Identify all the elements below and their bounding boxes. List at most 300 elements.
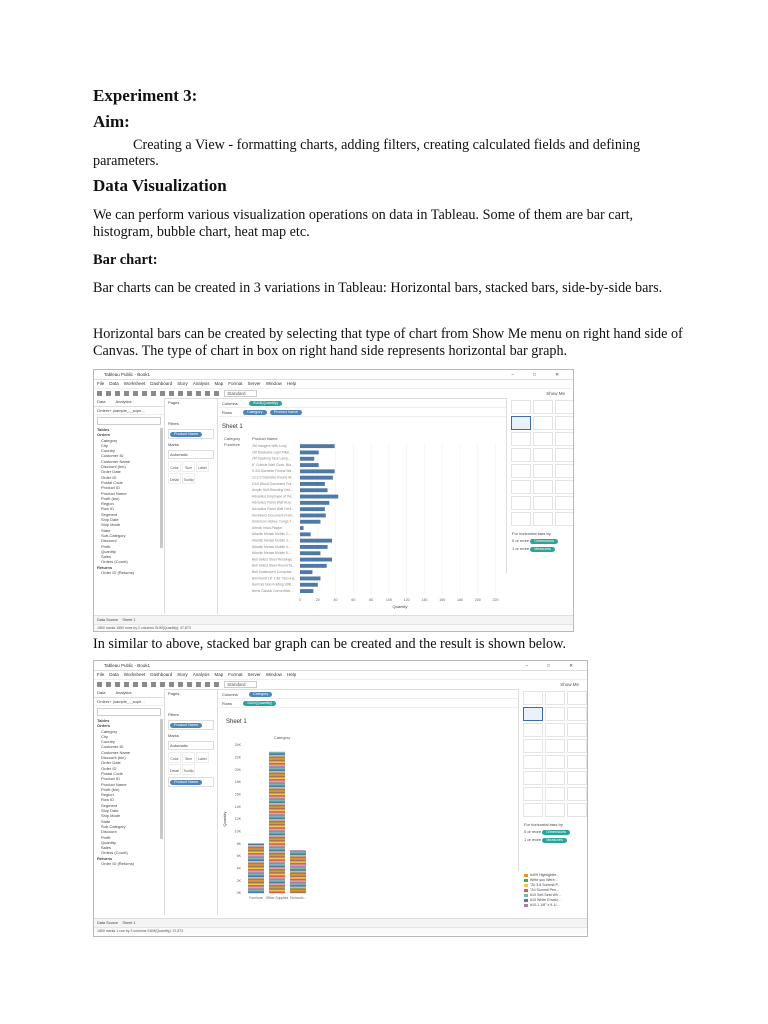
chart-type-thumbnail[interactable] [533,416,553,430]
tab-analytics[interactable]: Analytics [115,399,132,404]
stack-segment [269,851,285,853]
chart-type-thumbnail[interactable] [555,416,574,430]
field-item[interactable]: City [101,733,108,739]
stacked-bar[interactable] [248,843,264,893]
field-item[interactable]: Sub-Category [101,823,126,829]
field-item[interactable]: Product ID [101,776,120,782]
chart-type-thumbnail[interactable] [511,512,531,526]
bar[interactable] [300,488,328,492]
horizontal-bars-thumbnail[interactable] [523,707,543,721]
menu-item[interactable]: Dashboard [150,381,173,386]
columns-shelf[interactable] [218,691,522,699]
chart-type-thumbnail[interactable] [567,691,587,705]
new-sheet-icon[interactable] [142,391,147,396]
legend-swatch [524,904,528,907]
chart-type-thumbnail[interactable] [545,691,565,705]
stack-segment [269,800,285,802]
chart-type-thumbnail[interactable] [545,707,565,721]
field-item[interactable]: Quantity [101,548,116,554]
returns-table[interactable]: Returns [97,855,113,861]
stack-segment [269,830,285,832]
chart-type-thumbnail[interactable] [511,464,531,478]
window-title: Tableau Public - Book1 [104,663,151,668]
stack-segment [269,822,285,824]
menu-item[interactable]: Window [265,381,282,386]
show-me-panel [506,398,573,573]
field-item[interactable]: Row ID [101,506,115,512]
bar[interactable] [300,564,327,568]
chart-type-thumbnail[interactable] [533,432,553,446]
x-tick-label: 100 [385,598,392,603]
stack-segment [290,853,306,855]
field-item[interactable]: Product Name [101,781,127,787]
chart-type-thumbnail[interactable] [545,739,565,753]
chart-type-thumbnail[interactable] [523,803,543,817]
stack-segment [290,855,306,857]
stack-segment [269,837,285,839]
menu-item[interactable]: File [97,381,105,386]
bar[interactable] [300,495,338,499]
labels-icon[interactable] [214,391,219,396]
chart-type-thumbnail[interactable] [511,496,531,510]
label-button[interactable]: Label [196,752,209,763]
save-icon[interactable] [124,682,129,687]
stacked-bar-chart [222,731,332,911]
rows-label: Rows [222,410,233,415]
chart-type-thumbnail[interactable] [533,448,553,462]
field-item[interactable]: Ship Date [101,808,119,814]
duplicate-icon[interactable] [151,391,156,396]
field-item[interactable]: Order ID [101,765,117,771]
chart-type-thumbnail[interactable] [567,755,587,769]
stack-segment [269,838,285,840]
menu-item[interactable]: Help [286,381,297,386]
chart-type-thumbnail[interactable] [523,739,543,753]
new-datasource-icon[interactable] [133,391,138,396]
stack-segment [269,854,285,856]
field-item[interactable]: Orders (Count) [101,850,128,856]
field-item[interactable]: Order Date [101,760,121,766]
rows-pill[interactable]: SUM(Quantity) [243,701,276,706]
group-icon[interactable] [205,682,210,687]
chart-type-thumbnail[interactable] [511,400,531,414]
chart-type-thumbnail[interactable] [511,480,531,494]
show-me-button[interactable]: Show Me [546,391,565,396]
field-item[interactable]: Order Date [101,469,121,475]
stack-segment [269,824,285,826]
tableau-icon[interactable] [97,391,102,396]
menu-item[interactable]: Server [247,381,261,386]
chart-type-thumbnail[interactable] [567,707,587,721]
rows-pill[interactable]: Product Name [270,410,302,415]
marks-pill[interactable]: Product Name [170,780,202,785]
menu-item[interactable]: Window [265,672,282,677]
field-item[interactable]: Discount (bin) [101,755,126,761]
field-item[interactable]: State [101,818,111,824]
bar[interactable] [300,520,320,524]
field-item[interactable]: Sales [101,845,112,851]
chart-type-thumbnail[interactable] [523,723,543,737]
filter-pill[interactable]: Product Name [170,723,202,728]
field-item[interactable]: Segment [101,802,118,808]
field-item[interactable]: Customer Name [101,458,131,464]
tableau-screenshot-horizontal [93,369,574,632]
save-icon[interactable] [124,391,129,396]
label-button[interactable]: Label [196,461,209,472]
chart-type-thumbnail[interactable] [567,787,587,801]
rows-shelf[interactable] [218,409,512,417]
bar[interactable] [300,551,320,555]
bar[interactable] [300,558,332,562]
data-source-name[interactable]: Orders+ (sample_-_supe... [94,407,164,415]
color-button[interactable]: Color [168,752,181,763]
chart-type-thumbnail[interactable] [511,448,531,462]
field-item[interactable]: Sales [101,554,112,560]
size-button[interactable]: Size [182,752,195,763]
chart-type-thumbnail[interactable] [545,723,565,737]
field-item[interactable]: Ship Mode [101,522,121,528]
field-item[interactable]: Order ID [101,474,117,480]
tab-analytics[interactable]: Analytics [115,690,132,695]
chart-type-thumbnail[interactable] [567,803,587,817]
stack-segment [248,888,264,890]
labels-icon[interactable] [214,682,219,687]
field-item[interactable]: Sub-Category [101,532,126,538]
stack-segment [269,773,285,775]
group-icon[interactable] [205,391,210,396]
field-item[interactable]: Quantity [101,839,116,845]
menu-item[interactable]: Story [177,672,188,677]
stack-segment [269,880,285,882]
forward-icon[interactable] [115,682,120,687]
sort-desc-icon[interactable] [187,682,192,687]
stack-segment [269,785,285,787]
dimensions-pill: Dimensions [530,539,558,544]
field-item[interactable]: Profit [101,543,111,549]
chart-type-thumbnail[interactable] [511,432,531,446]
field-item[interactable]: Postal Code [101,479,123,485]
stack-segment [290,866,306,868]
new-sheet-icon[interactable] [142,682,147,687]
marks-card: Marks [168,442,179,447]
menu-item[interactable]: Worksheet [123,672,146,677]
stacked-bar[interactable] [269,752,285,893]
menu-item[interactable]: Analysis [192,672,210,677]
stack-segment [269,760,285,762]
field-item[interactable]: Profit (bin) [101,495,120,501]
category-label: Atlantic Metals Mobile 4-... [252,544,292,549]
stack-segment [248,869,264,871]
stack-segment [269,776,285,778]
color-button[interactable]: Color [168,461,181,472]
field-item[interactable]: Discount [101,829,117,835]
chart-type-thumbnail[interactable] [555,400,574,414]
chart-type-thumbnail[interactable] [533,464,553,478]
field-item[interactable]: Discount (bin) [101,464,126,470]
chart-type-thumbnail[interactable] [523,691,543,705]
menu-item[interactable]: File [97,672,105,677]
chart-type-thumbnail[interactable] [545,803,565,817]
y-tick-label: 14K [234,804,241,809]
field-item[interactable]: Region [101,501,114,507]
stack-segment [269,858,285,860]
stack-segment [269,819,285,821]
chart-type-thumbnail[interactable] [533,480,553,494]
y-tick-label: 18K [234,780,241,785]
rows-pill[interactable]: Category [243,410,266,415]
category-label: Barricks Non-Folding Utilit... [252,582,295,587]
bar[interactable] [300,507,325,511]
columns-pill[interactable]: SUM(Quantity) [249,401,282,406]
stack-segment [269,777,285,779]
stack-segment [269,795,285,797]
menu-item[interactable]: Help [286,672,297,677]
bar[interactable] [300,501,329,505]
field-item[interactable]: Country [101,739,116,745]
bar[interactable] [300,526,304,530]
marks-type-dropdown[interactable]: Automatic [168,450,214,459]
field-item[interactable]: Customer ID [101,453,124,459]
stack-segment [290,869,306,871]
clear-icon[interactable] [160,682,165,687]
chart-type-thumbnail[interactable] [555,464,574,478]
menu-item[interactable]: Format [228,381,243,386]
stack-segment [248,851,264,853]
show-me-button[interactable]: Show Me [560,682,579,687]
stack-segment [290,863,306,865]
field-item[interactable]: Customer Name [101,749,131,755]
field-item[interactable]: Ship Mode [101,813,121,819]
chart-type-thumbnail[interactable] [567,739,587,753]
orders-table[interactable]: Orders [97,432,111,438]
menu-item[interactable]: Server [247,672,261,677]
tableau-icon[interactable] [97,682,102,687]
stack-segment [248,885,264,887]
stack-segment [269,766,285,768]
field-item[interactable]: Customer ID [101,744,124,750]
tab-data[interactable]: Data [97,690,106,695]
aim-heading: Aim: [93,112,130,131]
chart-type-thumbnail[interactable] [555,480,574,494]
field-item[interactable]: Order ID (Returns) [101,861,135,867]
sheet-tab[interactable]: Sheet 1 [122,618,136,622]
stack-segment [290,888,306,890]
field-item[interactable]: Category [101,728,118,734]
view-size-dropdown[interactable]: Standard [224,390,256,397]
bar[interactable] [300,545,328,549]
tooltip-button[interactable]: Tooltip [182,764,195,775]
filter-pill[interactable]: Product Name [170,432,202,437]
field-item[interactable]: Profit (bin) [101,786,120,792]
chart-type-thumbnail[interactable] [555,512,574,526]
tab-data[interactable]: Data [97,399,106,404]
horizontal-bars-thumbnail[interactable] [511,416,531,430]
bar[interactable] [300,476,333,480]
sort-asc-icon[interactable] [178,682,183,687]
bar[interactable] [300,532,311,536]
sort-asc-icon[interactable] [178,391,183,396]
menu-item[interactable]: Dashboard [150,672,173,677]
bar[interactable] [300,583,318,587]
menu-item[interactable]: Format [228,672,243,677]
chart-type-thumbnail[interactable] [555,448,574,462]
highlight-icon[interactable] [196,391,201,396]
stack-segment [248,867,264,869]
category-label: Furniture [249,896,263,900]
scrollbar[interactable] [160,719,163,839]
field-item[interactable]: Postal Code [101,770,123,776]
orders-table[interactable]: Orders [97,723,111,729]
window-buttons[interactable]: – □ ✕ [525,663,582,668]
stack-segment [269,859,285,861]
chart-type-thumbnail[interactable] [523,771,543,785]
show-me-hint: 0 or more [512,538,530,543]
stack-segment [269,789,285,791]
detail-button[interactable]: Detail [168,764,181,775]
data-source-tab[interactable]: Data Source [97,921,119,925]
field-item[interactable]: City [101,442,108,448]
color-legend [524,873,584,908]
returns-table[interactable]: Returns [97,564,113,570]
stack-segment [269,755,285,757]
category-header: Category [274,735,291,740]
stack-segment [269,877,285,879]
field-item[interactable]: Category [101,437,118,443]
category-label: 2M Stacking Tack Lamp... [252,456,291,461]
menu-item[interactable]: Map [214,381,224,386]
filters-card: Filters [168,421,179,426]
stack-segment [269,869,285,871]
menu-item[interactable]: Data [109,672,119,677]
menu-item[interactable]: Worksheet [123,381,146,386]
chart-type-thumbnail[interactable] [567,723,587,737]
x-tick-label: 60 [351,598,356,603]
bar[interactable] [300,514,326,518]
stack-segment [269,853,285,855]
stack-segment [248,856,264,858]
forward-icon[interactable] [115,391,120,396]
x-tick-label: 80 [369,598,374,603]
field-item[interactable]: Orders (Count) [101,559,128,565]
bar[interactable] [300,451,319,455]
field-item[interactable]: Country [101,448,116,454]
back-icon[interactable] [106,682,111,687]
chart-type-thumbnail[interactable] [523,787,543,801]
duplicate-icon[interactable] [151,682,156,687]
tables-label: Tables [97,718,110,723]
bar[interactable] [300,469,335,473]
bar[interactable] [300,539,332,543]
bar[interactable] [300,463,319,467]
field-item[interactable]: Profit [101,834,111,840]
menu-item[interactable]: Analysis [192,381,210,386]
columns-shelf[interactable] [218,400,512,408]
legend-swatch [524,884,528,887]
bar[interactable] [300,577,320,581]
chart-type-thumbnail[interactable] [533,496,553,510]
chart-type-thumbnail[interactable] [533,400,553,414]
swap-icon[interactable] [169,391,174,396]
field-item[interactable]: Product ID [101,485,120,491]
clear-icon[interactable] [160,391,165,396]
bar[interactable] [300,482,325,486]
rows-shelf[interactable] [218,700,522,708]
data-source-tab[interactable]: Data Source [97,618,119,622]
back-icon[interactable] [106,391,111,396]
bar[interactable] [300,444,335,448]
data-source-name[interactable]: Orders+ (sample_-_supe... [94,698,164,706]
marks-type-dropdown[interactable]: Automatic [168,741,214,750]
bar[interactable] [300,570,312,574]
chart-type-thumbnail[interactable] [567,771,587,785]
scrollbar[interactable] [160,428,163,548]
stack-segment [269,806,285,808]
view-size-dropdown[interactable]: Standard [224,681,256,688]
y-tick-label: 24K [234,743,241,748]
field-item[interactable]: Product Name [101,490,127,496]
chart-type-thumbnail[interactable] [545,787,565,801]
field-item[interactable]: Discount [101,538,117,544]
x-tick-label: 180 [457,598,463,603]
data-visualization-paragraph: We can perform various visualization operations on data in Tableau. Some of them are bar cart, histogram, bubble chart, heat map etc. [93,207,634,240]
size-button[interactable]: Size [182,461,195,472]
bar[interactable] [300,457,314,461]
chart-type-thumbnail[interactable] [545,771,565,785]
highlight-icon[interactable] [196,682,201,687]
menu-item[interactable]: Story [177,381,188,386]
category-label: 9-3/4 Diameter Round Wa... [252,469,295,474]
stack-segment [248,875,264,877]
field-item[interactable]: State [101,527,111,533]
stack-segment [248,858,264,860]
window-buttons[interactable]: – □ ✕ [511,372,568,377]
stacked-bar[interactable] [290,850,306,893]
category-label: 2M Hangers With Loop [252,444,287,448]
search-input[interactable] [97,708,161,716]
chart-type-thumbnail[interactable] [533,512,553,526]
sort-desc-icon[interactable] [187,391,192,396]
menu-item[interactable]: Data [109,381,119,386]
chart-type-thumbnail[interactable] [555,496,574,510]
stack-segment [248,887,264,889]
sheet-tab[interactable]: Sheet 1 [122,921,136,925]
legend-swatch [524,899,528,902]
bar[interactable] [300,589,313,593]
stack-segment [269,802,285,804]
field-item[interactable]: Ship Date [101,517,119,523]
menu-item[interactable]: Map [214,672,224,677]
swap-icon[interactable] [169,682,174,687]
chart-type-thumbnail[interactable] [523,755,543,769]
chart-type-thumbnail[interactable] [555,432,574,446]
field-item[interactable]: Segment [101,511,118,517]
detail-button[interactable]: Detail [168,473,181,484]
stack-segment [269,848,285,850]
stack-segment [290,857,306,859]
chart-type-thumbnail[interactable] [545,755,565,769]
columns-pill[interactable]: Category [249,692,272,697]
new-datasource-icon[interactable] [133,682,138,687]
field-item[interactable]: Row ID [101,797,115,803]
stack-segment [290,871,306,873]
tooltip-button[interactable]: Tooltip [182,473,195,484]
field-item[interactable]: Region [101,792,114,798]
stack-segment [290,858,306,860]
field-item[interactable]: Order ID (Returns) [101,570,135,576]
search-input[interactable] [97,417,161,425]
x-tick-label: 40 [333,598,338,603]
legend-item [524,903,584,908]
